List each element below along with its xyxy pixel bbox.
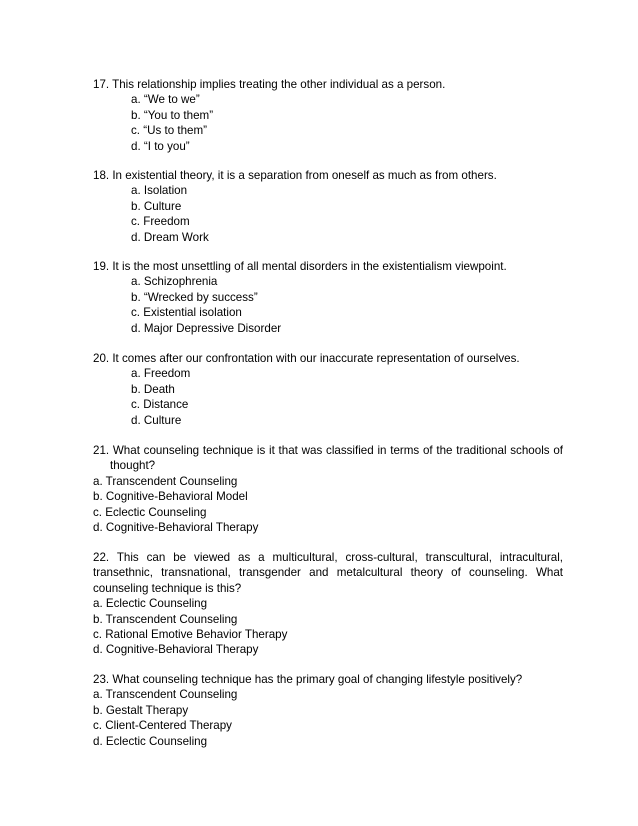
option-d: d. Cognitive-Behavioral Therapy [93, 643, 259, 657]
option-b: b. Gestalt Therapy [93, 703, 189, 717]
option-c: c. Client-Centered Therapy [93, 719, 232, 733]
option-d: d. Culture [131, 413, 182, 427]
question-20 [93, 351, 563, 428]
option-a: a. Transcendent Counseling [93, 474, 238, 488]
option-d: d. Eclectic Counseling [93, 734, 208, 748]
option-c: c. “Us to them” [131, 124, 208, 138]
option-b: b. Cognitive-Behavioral Model [93, 490, 248, 504]
option-list [93, 183, 563, 245]
option-c: c. Distance [131, 398, 189, 412]
question-21 [93, 443, 563, 535]
option-list [93, 366, 563, 428]
question-stem: 19. It is the most unsettling of all mental disorders in the existentialism viewpoint. [93, 260, 507, 273]
option-c: c. Freedom [131, 215, 190, 229]
question-22 [93, 550, 563, 658]
question-23 [93, 672, 563, 749]
option-a: a. Schizophrenia [131, 275, 218, 289]
question-stem: 18. In existential theory, it is a separation from oneself as much as from others. [93, 169, 497, 182]
option-list [93, 274, 563, 336]
option-b: b. Culture [131, 199, 182, 213]
option-d: d. Cognitive-Behavioral Therapy [93, 521, 259, 535]
option-a: a. Eclectic Counseling [93, 597, 208, 611]
question-stem: 21. What counseling technique is it that was classified in terms of the traditional schools of thought? [93, 444, 563, 473]
option-d: d. “I to you” [131, 139, 190, 153]
option-c: c. Rational Emotive Behavior Therapy [93, 628, 288, 642]
option-a: a. Isolation [131, 184, 188, 198]
question-17 [93, 77, 563, 154]
option-d: d. Major Depressive Disorder [131, 321, 282, 335]
option-a: a. “We to we” [131, 93, 200, 107]
option-list [93, 687, 563, 749]
question-19 [93, 259, 563, 336]
option-list [93, 474, 563, 536]
option-a: a. Freedom [131, 367, 191, 381]
option-list [93, 92, 563, 154]
question-18 [93, 168, 563, 245]
option-b: b. “You to them” [131, 108, 214, 122]
option-a: a. Transcendent Counseling [93, 688, 238, 702]
question-stem: 22. This can be viewed as a multicultural, cross-cultural, transcultural, intracultural, transethnic, transnational, transgender and metalcultural theory of counseling. What counseling technique is this? [93, 551, 563, 595]
option-b: b. Transcendent Counseling [93, 612, 238, 626]
option-c: c. Eclectic Counseling [93, 505, 207, 519]
option-d: d. Dream Work [131, 230, 209, 244]
option-b: b. Death [131, 382, 175, 396]
question-stem: 23. What counseling technique has the primary goal of changing lifestyle positively? [93, 673, 523, 686]
option-b: b. “Wrecked by success” [131, 290, 258, 304]
option-c: c. Existential isolation [131, 306, 242, 320]
question-stem: 20. It comes after our confrontation with our inaccurate representation of ourselves. [93, 352, 520, 365]
option-list [93, 596, 563, 658]
question-stem: 17. This relationship implies treating the other individual as a person. [93, 78, 446, 91]
